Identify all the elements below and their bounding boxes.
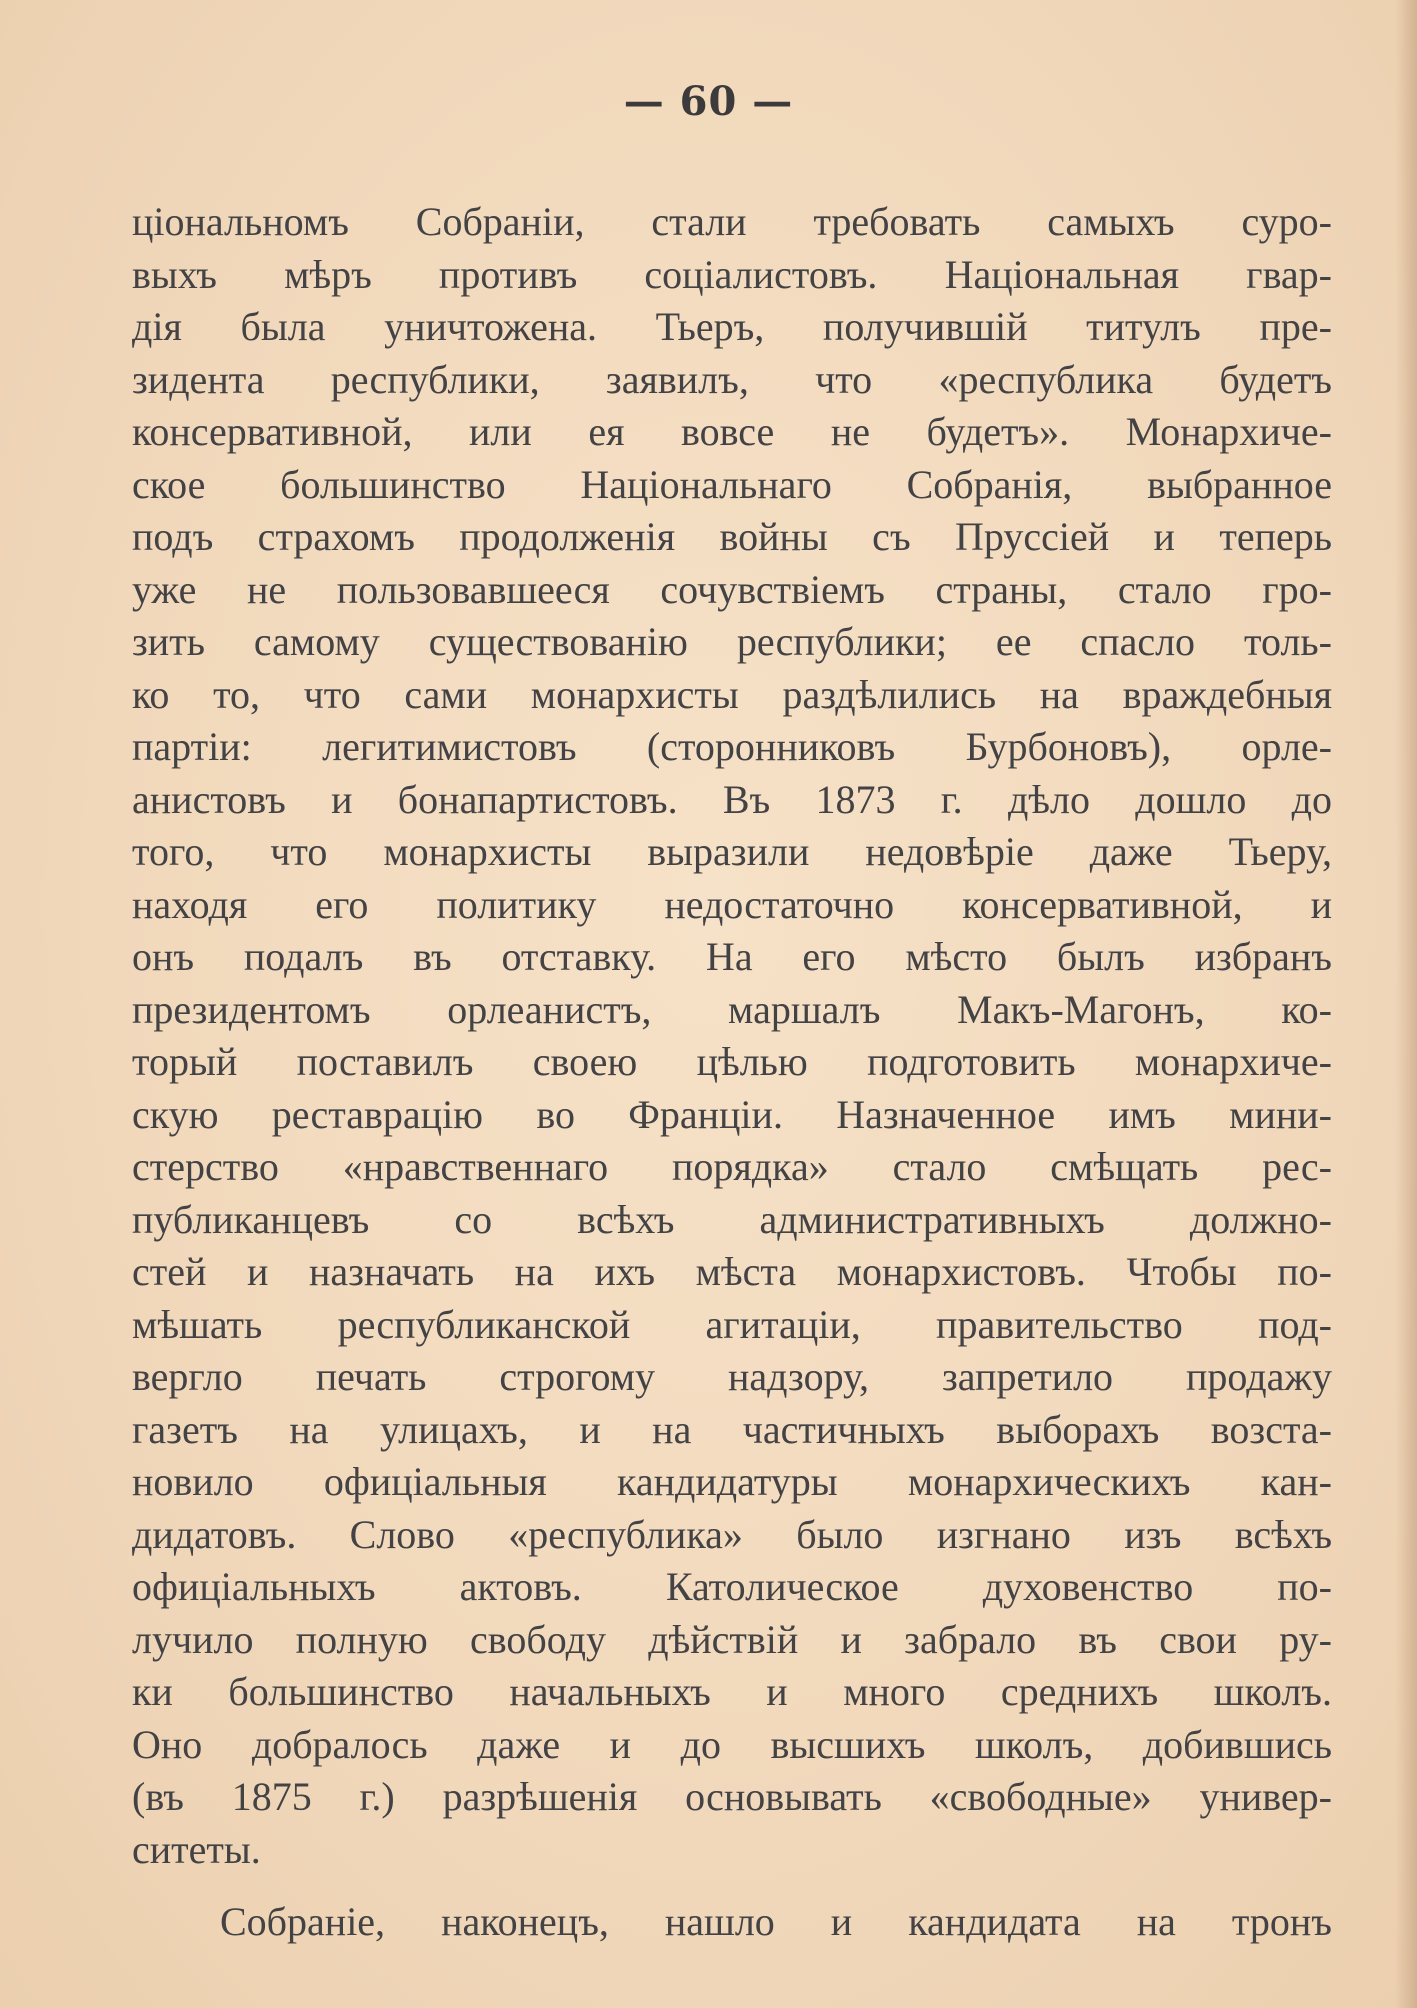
paragraph-gap — [132, 1876, 1332, 1896]
text-line: мѣшать республиканской агитаціи, правительство под- — [132, 1301, 1332, 1347]
text-line: анистовъ и бонапартистовъ. Въ 1873 г. дѣло дошло до — [132, 776, 1332, 822]
text-line: зить самому существованію республики; ее спасло толь- — [132, 619, 1332, 664]
text-line: новило офиціальныя кандидатуры монархическихъ кан- — [132, 1459, 1332, 1504]
text-line: офиціальныхъ актовъ. Католическое духовенство по- — [132, 1564, 1332, 1609]
text-line: зидента республики, заявилъ, что «республика будетъ — [132, 356, 1332, 402]
page-edge-shadow — [1395, 0, 1417, 2008]
text-line: (въ 1875 г.) разрѣшенія основывать «свободные» универ- — [132, 1774, 1332, 1819]
text-line: того, что монархисты выразили недовѣріе даже Тьеру, — [132, 829, 1332, 874]
text-line: Собраніе, наконецъ, нашло и кандидата на тронъ — [220, 1899, 1332, 1944]
text-line: газетъ на улицахъ, и на частичныхъ выборахъ возста- — [132, 1406, 1332, 1452]
text-line: партіи: легитимистовъ (сторонниковъ Бурбоновъ), орле- — [132, 724, 1332, 769]
page-number: — 60 — — [623, 78, 794, 125]
text-line: вергло печать строгому надзору, запретило продажу — [132, 1354, 1332, 1399]
text-line: ко то, что сами монархисты раздѣлились на враждебныя — [132, 671, 1332, 717]
text-line: торый поставилъ своею цѣлью подготовить монархиче- — [132, 1039, 1332, 1084]
text-line: ское большинство Національнаго Собранія, выбранное — [132, 461, 1332, 507]
text-line: подъ страхомъ продолженія войны съ Пруссіей и теперь — [132, 514, 1332, 559]
text-line: ціональномъ Собраніи, стали требовать самыхъ суро- — [132, 199, 1332, 244]
text-line: лучило полную свободу дѣйствій и забрало въ свои ру- — [132, 1616, 1332, 1662]
paragraph — [132, 196, 1332, 1876]
text-line: стей и назначать на ихъ мѣста монархистовъ. Чтобы по- — [132, 1249, 1332, 1294]
text-line: ситеты. — [132, 1826, 261, 1872]
text-line: ки большинство начальныхъ и много среднихъ школъ. — [132, 1669, 1332, 1714]
text-line: выхъ мѣръ противъ соціалистовъ. Національная гвар- — [132, 251, 1332, 297]
text-line: находя его политику недостаточно консервативной, и — [132, 881, 1332, 927]
paragraph — [132, 1896, 1332, 1949]
text-line: дія была уничтожена. Тьеръ, получившій титулъ пре- — [132, 304, 1332, 349]
text-line: консервативной, или ея вовсе не будетъ». Монархиче- — [132, 409, 1332, 454]
text-line: президентомъ орлеанистъ, маршалъ Макъ-Магонъ, ко- — [132, 986, 1332, 1032]
text-line: Оно добралось даже и до высшихъ школъ, добившись — [132, 1721, 1332, 1767]
text-line: публиканцевъ со всѣхъ административныхъ должно- — [132, 1196, 1332, 1242]
text-line: дидатовъ. Слово «республика» было изгнано изъ всѣхъ — [132, 1511, 1332, 1557]
text-line: скую реставрацію во Франціи. Назначенное имъ мини- — [132, 1091, 1332, 1137]
text-line: стерство «нравственнаго порядка» стало смѣщать рес- — [132, 1144, 1332, 1189]
text-line: онъ подалъ въ отставку. На его мѣсто былъ избранъ — [132, 934, 1332, 979]
body-text — [132, 196, 1332, 1949]
text-line: уже не пользовавшееся сочувствіемъ страны, стало гро- — [132, 566, 1332, 612]
